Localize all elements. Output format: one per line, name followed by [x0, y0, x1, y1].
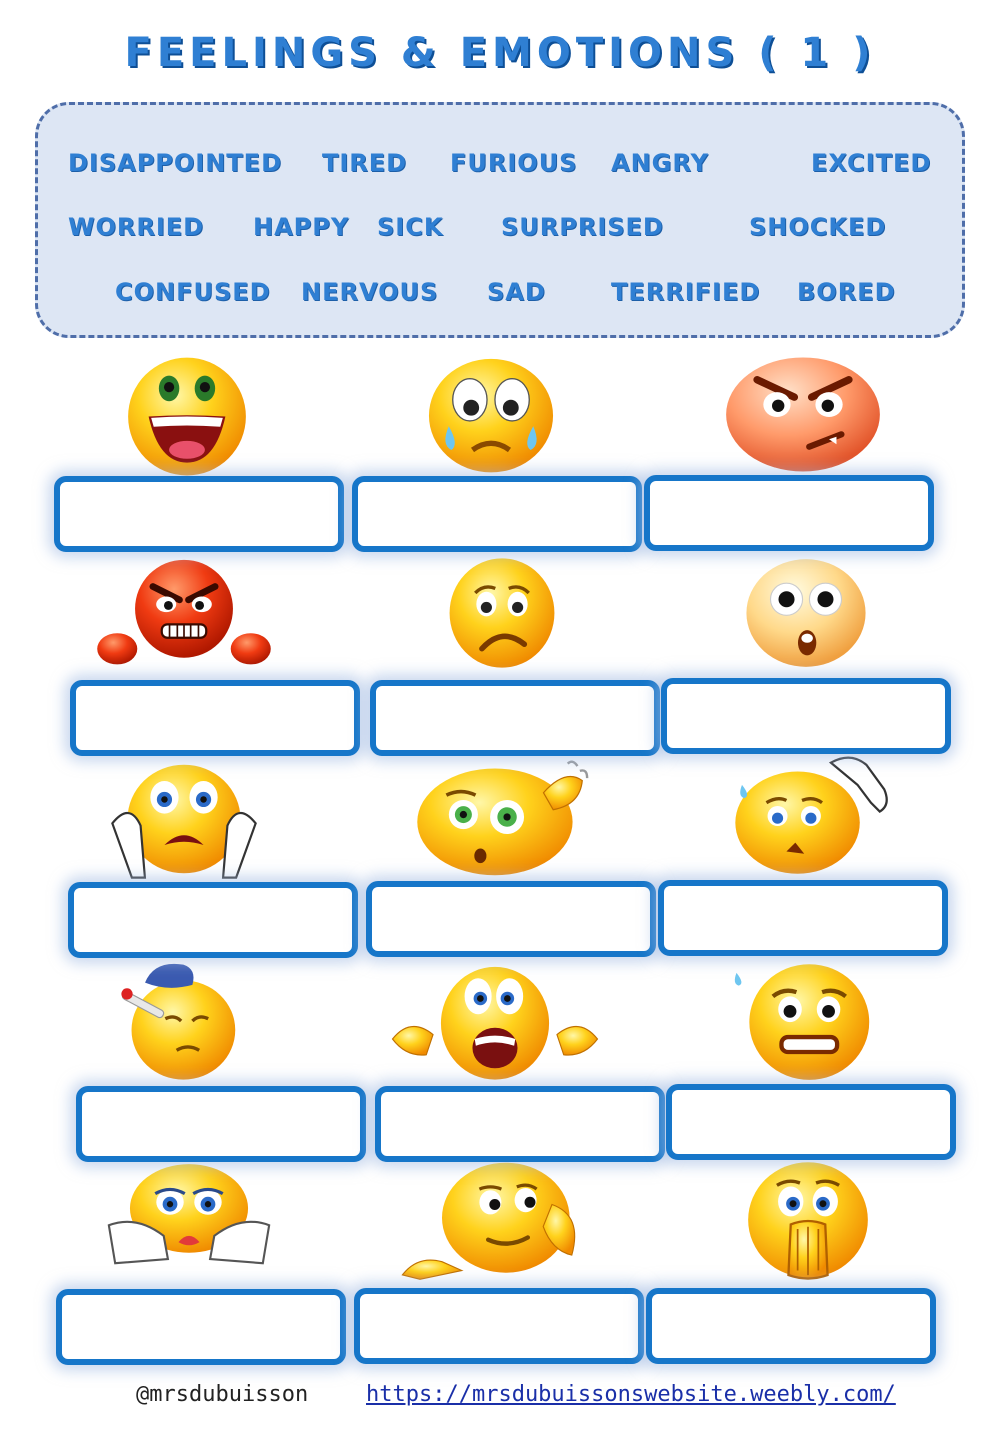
word-bank-item: FURIOUS: [450, 149, 578, 177]
word-bank-item: EXCITED: [811, 149, 932, 177]
word-bank-item: WORRIED: [68, 213, 205, 241]
word-bank-item: SHOCKED: [749, 213, 887, 241]
terrified-hands-emoji-icon: [108, 758, 260, 880]
answer-input[interactable]: [54, 476, 344, 552]
word-bank-item: SURPRISED: [501, 213, 664, 241]
answer-input[interactable]: [366, 881, 656, 957]
shocked-emoji-icon: [743, 555, 869, 671]
sick-thermometer-emoji-icon: [118, 960, 242, 1082]
angry-emoji-icon: [722, 350, 884, 474]
nervous-sweating-emoji-icon: [728, 756, 896, 876]
answer-input[interactable]: [658, 880, 948, 956]
worried-emoji-icon: [446, 555, 558, 671]
answer-input[interactable]: [644, 475, 934, 551]
laughing-emoji-icon: [123, 350, 251, 478]
answer-input[interactable]: [76, 1086, 366, 1162]
author-handle: @mrsdubuisson: [136, 1382, 309, 1407]
bored-chin-emoji-icon: [104, 1162, 274, 1278]
surprised-hands-emoji-icon: [388, 960, 602, 1082]
nervous-mouth-covered-emoji-icon: [744, 1160, 872, 1282]
furious-fists-emoji-icon: [95, 555, 273, 667]
word-bank-item: TIRED: [322, 149, 408, 177]
answer-input[interactable]: [661, 678, 951, 754]
word-bank-item: SICK: [377, 213, 444, 241]
sad-emoji-icon: [730, 960, 880, 1082]
crying-emoji-icon: [425, 352, 557, 474]
word-bank-item: BORED: [797, 278, 896, 306]
answer-input[interactable]: [56, 1289, 346, 1365]
word-bank: [35, 102, 965, 338]
word-bank-item: TERRIFIED: [611, 278, 761, 306]
answer-input[interactable]: [70, 680, 360, 756]
answer-input[interactable]: [352, 476, 642, 552]
thinking-emoji-icon: [398, 1160, 596, 1282]
word-bank-item: SAD: [487, 278, 546, 306]
word-bank-item: NERVOUS: [301, 278, 439, 306]
answer-input[interactable]: [68, 882, 358, 958]
answer-input[interactable]: [646, 1288, 936, 1364]
website-link[interactable]: https://mrsdubuissonswebsite.weebly.com/: [366, 1382, 896, 1407]
answer-input[interactable]: [354, 1288, 644, 1364]
word-bank-item: ANGRY: [611, 149, 709, 177]
word-bank-item: CONFUSED: [115, 278, 271, 306]
page-title: FEELINGS & EMOTIONS ( 1 ): [124, 30, 876, 76]
answer-input[interactable]: [370, 680, 660, 756]
answer-input[interactable]: [375, 1086, 665, 1162]
word-bank-item: DISAPPOINTED: [68, 149, 282, 177]
answer-input[interactable]: [666, 1084, 956, 1160]
word-bank-item: HAPPY: [253, 213, 350, 241]
confused-scratching-emoji-icon: [410, 756, 592, 878]
